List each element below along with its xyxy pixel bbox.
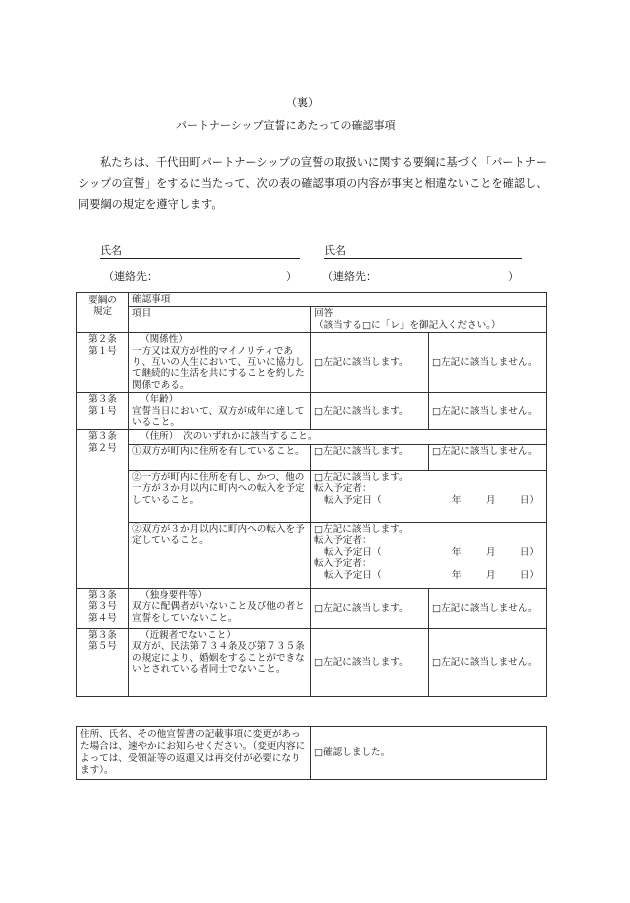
name-label-2: 氏名 — [324, 244, 346, 257]
day-label: 日） — [519, 546, 539, 558]
transfer-date-line[interactable] — [314, 547, 543, 558]
confirmation-table — [76, 292, 547, 697]
contact-open-2: （連絡先： — [322, 270, 377, 283]
month-label: 月 — [485, 569, 496, 581]
answer-no-checkbox[interactable]: □左記に該当しません。 — [429, 588, 547, 628]
answer-yes-checkbox[interactable]: □左記に該当します。 — [314, 471, 409, 483]
article-cell — [77, 588, 129, 628]
item-title: （関係性） — [140, 334, 188, 346]
item-cell — [129, 393, 311, 430]
table-row — [77, 628, 547, 696]
table-row — [77, 430, 547, 444]
answer-yes-checkbox[interactable]: □左記に該当します。 — [311, 588, 429, 628]
year-label: 年 — [451, 569, 462, 581]
name-label-1: 氏名 — [100, 244, 122, 257]
item-sub1: ①双方が町内に住所を有していること。 — [129, 444, 311, 470]
table-row — [77, 522, 547, 588]
header-article-line2: 規定 — [92, 306, 113, 318]
item-title: （年齢） — [140, 394, 179, 406]
month-label: 月 — [485, 546, 496, 558]
header-confirm: 確認事項 — [129, 293, 547, 307]
transfer-date-line[interactable] — [314, 495, 543, 506]
year-label: 年 — [451, 494, 462, 506]
article-line: 第３条 — [88, 589, 117, 601]
answer-yes-checkbox[interactable]: □左記に該当します。 — [314, 523, 409, 535]
article-line: 第１号 — [88, 405, 117, 417]
intro-paragraph — [78, 152, 558, 215]
table-row — [77, 444, 547, 470]
answer-no-checkbox[interactable]: □左記に該当しません。 — [429, 628, 547, 696]
table-row — [77, 588, 547, 628]
day-label: 日） — [519, 569, 539, 581]
article-line: 第５号 — [88, 641, 117, 653]
transfer-date-label: 転入予定日（ — [324, 569, 382, 581]
item-sub3: ②双方が３か月以内に町内への転入を予定していること。 — [129, 522, 311, 588]
transfer-person-label: 転入予定者： — [314, 535, 372, 547]
item-title: （住所） 次のいずれかに該当すること。 — [140, 431, 318, 443]
item-title: （独身要件等） — [140, 589, 208, 601]
article-line: 第４号 — [88, 612, 117, 624]
header-answer-note: （該当する□に「レ」を御記入ください。） — [314, 319, 501, 331]
article-cell — [77, 628, 129, 696]
item-cell — [129, 588, 311, 628]
table-row — [77, 333, 547, 393]
item-text: 宣誓当日において、双方が成年に達していること。 — [132, 405, 305, 429]
answer-transfer-1 — [311, 470, 547, 522]
answer-no-checkbox[interactable]: □左記に該当しません。 — [429, 333, 547, 393]
page-side-label: （裏） — [286, 96, 319, 109]
answer-yes-checkbox[interactable]: □左記に該当します。 — [311, 444, 429, 470]
name-underline-2[interactable] — [324, 258, 522, 259]
item-cell — [129, 628, 311, 696]
article-line: 第３条 — [88, 629, 117, 641]
item-title: （近親者でないこと） — [140, 629, 236, 641]
contact-close-1: ） — [286, 270, 297, 283]
year-label: 年 — [451, 546, 462, 558]
answer-yes-checkbox[interactable]: □左記に該当します。 — [311, 393, 429, 430]
answer-no-checkbox[interactable]: □左記に該当しません。 — [429, 444, 547, 470]
confirm-checkbox[interactable]: □確認しました。 — [311, 727, 547, 780]
transfer-date-line[interactable] — [314, 570, 543, 581]
transfer-date-label: 転入予定日（ — [324, 546, 382, 558]
item-cell — [129, 333, 311, 393]
answer-transfer-2 — [311, 522, 547, 588]
article-line: 第３条 — [88, 431, 117, 443]
name-underline-1[interactable] — [100, 258, 300, 259]
change-notice-text: 住所、氏名、その他宣誓書の記載事項に変更があった場合は、速やかにお知らせください。（変更内容によっては、受領証等の返還又は再交付が必要になります）。 — [77, 727, 311, 780]
transfer-date-label: 転入予定日（ — [324, 494, 382, 506]
article-line: 第２号 — [88, 442, 117, 454]
month-label: 月 — [485, 494, 496, 506]
header-answer-label: 回答 — [314, 308, 334, 320]
article-line: 第１号 — [88, 345, 117, 357]
answer-yes-checkbox[interactable]: □左記に該当します。 — [311, 628, 429, 696]
page-title: パートナーシップ宣誓にあたっての確認事項 — [176, 119, 396, 132]
article-line: 第３号 — [88, 601, 117, 613]
change-notice-table — [76, 726, 547, 780]
table-row — [77, 393, 547, 430]
transfer-person-label: 転入予定者： — [314, 483, 372, 495]
article-line: 第２条 — [88, 334, 117, 346]
table-row — [77, 470, 547, 522]
contact-close-2: ） — [508, 270, 519, 283]
answer-yes-checkbox[interactable]: □左記に該当します。 — [311, 333, 429, 393]
item-sub2: ②一方が町内に住所を有し、かつ、他の一方が３か月以内に町内への転入を予定していること。 — [129, 470, 311, 522]
article-line: 第３条 — [88, 394, 117, 406]
item-title-residence — [129, 430, 547, 444]
answer-no-checkbox[interactable]: □左記に該当しません。 — [429, 393, 547, 430]
item-text: 双方に配偶者がいないこと及び他の者と宣誓をしていないこと。 — [132, 601, 305, 624]
article-cell — [77, 430, 129, 588]
header-item: 項目 — [129, 307, 311, 333]
header-answer — [311, 307, 547, 333]
day-label: 日） — [519, 494, 539, 506]
transfer-person-label: 転入予定者： — [314, 558, 372, 570]
intro-text: 私たちは、千代田町パートナーシップの宣誓の取扱いに関する要綱に基づく「パートナーシップの宣誓」をするに当たって、次の表の確認事項の内容が事実と相違ないことを確認し、同要綱の規定を遵守します。 — [78, 156, 548, 211]
article-cell — [77, 333, 129, 393]
item-text: 一方又は双方が性的マイノリティであり、互いの人生において、互いに協力して継続的に生活を共にすることを約した関係である。 — [132, 345, 305, 391]
item-text: 双方が、民法第７３４条及び第７３５条の規定により、婚姻をすることができないとされている者同士でないこと。 — [132, 641, 305, 676]
header-article-line1: 要綱の — [88, 295, 117, 306]
contact-open-1: （連絡先： — [103, 270, 158, 283]
article-cell — [77, 393, 129, 430]
header-article — [77, 293, 129, 333]
